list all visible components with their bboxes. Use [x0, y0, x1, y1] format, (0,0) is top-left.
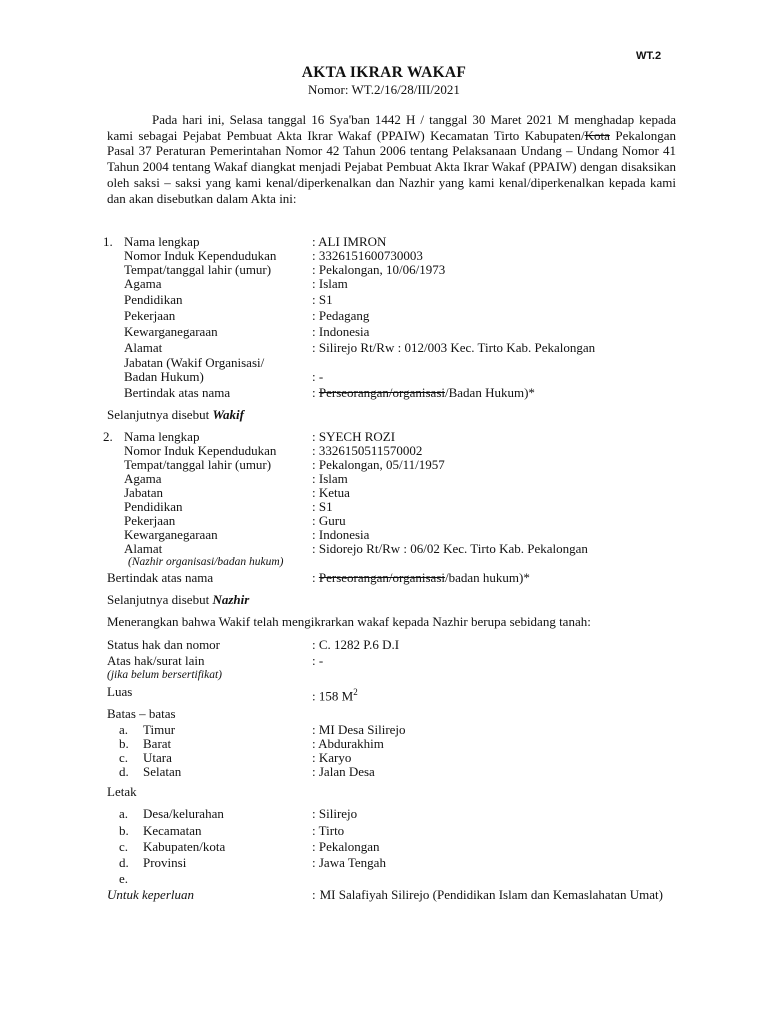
letak-letter-2: c. — [119, 839, 129, 854]
nazhir-row-7-label: Kewarganegaraan — [124, 527, 218, 542]
batas-item-1-value: : Abdurakhim — [312, 736, 384, 751]
letak-letter-1: b. — [119, 823, 129, 838]
letak-item-0-value: : Silirejo — [312, 806, 358, 821]
batas-item-2-value: : Karyo — [312, 750, 352, 765]
wakif-jabatan-value: : - — [312, 369, 324, 384]
nazhir-row-5-label: Pendidikan — [124, 499, 183, 514]
wakif-row-1-value: : 3326151600730003 — [312, 248, 423, 263]
letak-item-3-label: Provinsi — [143, 855, 187, 870]
nazhir-row-8-label: Alamat — [124, 541, 163, 556]
batas-item-0-label: Timur — [143, 722, 176, 737]
wakif-row-3-value: : Islam — [312, 276, 348, 291]
letak-item-2-value: : Pekalongan — [312, 839, 380, 854]
struck-kota: Kota — [584, 127, 610, 143]
nazhir-row-8-value: : Sidorejo Rt/Rw : 06/02 Kec. Tirto Kab. Pekalongan — [312, 541, 588, 556]
batas-item-1-label: Barat — [143, 736, 172, 751]
wakif-row-3-label: Agama — [124, 276, 162, 291]
wakif-bertindak-label: Bertindak atas nama — [124, 385, 231, 400]
nazhir-row-1-value: : 3326150511570002 — [312, 443, 423, 458]
keperluan-value: : MI Salafiyah Silirejo (Pendidikan Islam dan Kemaslahatan Umat) — [312, 887, 663, 902]
nazhir-row-2-value: : Pekalongan, 05/11/1957 — [312, 457, 445, 472]
nazhir-row-0-value: : SYECH ROZI — [312, 429, 396, 444]
nazhir-note: (Nazhir organisasi/badan hukum) — [128, 556, 284, 568]
atas-hak-note: (jika belum bersertifikat) — [107, 669, 222, 681]
batas-letter-2: c. — [119, 750, 129, 765]
nazhir-row-5-value: : S1 — [312, 499, 333, 514]
batas-item-2-label: Utara — [143, 750, 172, 765]
status-value: : C. 1282 P.6 D.I — [312, 637, 400, 652]
wakif-role: Wakif — [212, 407, 244, 422]
letak-item-2-label: Kabupaten/kota — [143, 839, 226, 854]
wakif-row-7-value: : Silirejo Rt/Rw : 012/003 Kec. Tirto Kab. Pekalongan — [312, 340, 596, 355]
nazhir-number: 2. — [103, 429, 113, 444]
wakif-row-4-value: : S1 — [312, 292, 333, 307]
wakif-selanjutnya: Selanjutnya disebut Wakif — [107, 407, 244, 422]
document-title: AKTA IKRAR WAKAF — [301, 64, 467, 81]
wakif-row-0-value: : ALI IMRON — [312, 234, 387, 249]
nazhir-row-4-label: Jabatan — [124, 485, 163, 500]
letak-letter-0: a. — [119, 806, 129, 821]
letak-letter-3: d. — [119, 855, 129, 870]
atas-hak-label: Atas hak/surat lain — [107, 653, 205, 668]
document-number: Nomor: WT.2/16/28/III/2021 — [308, 82, 460, 97]
nazhir-row-1-label: Nomor Induk Kependudukan — [124, 443, 277, 458]
menerangkan-text: Menerangkan bahwa Wakif telah mengikrarkan wakaf kepada Nazhir berupa sebidang tanah: — [107, 614, 591, 629]
nazhir-row-7-value: : Indonesia — [312, 527, 370, 542]
intro-paragraph: Pada hari ini, Selasa tanggal 16 Sya'ban 1442 H / tanggal 30 Maret 2021 M menghadap kepada kami sebagai Pejabat Pembuat Akta Ikrar Wakaf (PPAIW) Kecamatan Tirto Kabupaten/Kota Pekalongan Pasal 37 Peraturan Pemerintahan Nomor 42 Tahun 2006 tentang Pelaksanaan Undang – Undang Nomor 41 Tahun 2004 tentang Wakaf diangkat menjadi Pejabat Pembuat Akta Ikrar Wakaf (PPAIW) dengan disaksikan oleh saksi – saksi yang kami kenal/diperkenalkan dan Nazhir yang kami kenal/diperkenalkan kepada kami dan akan disebutkan dalam Akta ini: — [107, 112, 676, 206]
nazhir-row-0-label: Nama lengkap — [124, 429, 200, 444]
letak-item-3-value: : Jawa Tengah — [312, 855, 386, 870]
nazhir-selanjutnya: Selanjutnya disebut Nazhir — [107, 592, 250, 607]
atas-hak-value: : - — [312, 653, 324, 668]
letak-item-1-value: : Tirto — [312, 823, 345, 838]
wakif-row-1-label: Nomor Induk Kependudukan — [124, 248, 277, 263]
batas-letter-3: d. — [119, 764, 129, 779]
keperluan-label: Untuk keperluan — [107, 887, 195, 902]
batas-item-3-label: Selatan — [143, 764, 182, 779]
wakif-row-2-label: Tempat/tanggal lahir (umur) — [124, 262, 272, 277]
wakif-row-5-value: : Pedagang — [312, 308, 370, 323]
batas-letter-1: b. — [119, 736, 129, 751]
nazhir-row-3-value: : Islam — [312, 471, 348, 486]
letak-heading: Letak — [107, 784, 137, 799]
batas-item-3-value: : Jalan Desa — [312, 764, 375, 779]
wakif-row-6-value: : Indonesia — [312, 324, 370, 339]
nazhir-row-6-label: Pekerjaan — [124, 513, 176, 528]
nazhir-role: Nazhir — [212, 592, 250, 607]
batas-item-0-value: : MI Desa Silirejo — [312, 722, 406, 737]
batas-letter-0: a. — [119, 722, 129, 737]
wakif-jabatan-label: Jabatan (Wakif Organisasi/ Badan Hukum) — [124, 355, 265, 384]
nazhir-row-2-label: Tempat/tanggal lahir (umur) — [124, 457, 272, 472]
document-code: WT.2 — [636, 50, 662, 62]
wakif-row-0-label: Nama lengkap — [124, 234, 200, 249]
nazhir-bertindak-value: : Perseorangan/organisasi/badan hukum)* — [312, 570, 530, 585]
letak-item-0-label: Desa/kelurahan — [143, 806, 224, 821]
nazhir-row-4-value: : Ketua — [312, 485, 350, 500]
wakif-row-2-value: : Pekalongan, 10/06/1973 — [312, 262, 446, 277]
wakif-row-4-label: Pendidikan — [124, 292, 183, 307]
status-label: Status hak dan nomor — [107, 637, 221, 652]
wakif-number: 1. — [103, 234, 113, 249]
nazhir-row-3-label: Agama — [124, 471, 162, 486]
wakif-bertindak-value: : Perseorangan/organisasi/Badan Hukum)* — [312, 385, 535, 400]
batas-heading: Batas – batas — [107, 706, 176, 721]
luas-label: Luas — [107, 684, 133, 699]
luas-value: : 158 $M^2$ — [312, 687, 358, 704]
wakif-row-6-label: Kewarganegaraan — [124, 324, 218, 339]
nazhir-bertindak-label: Bertindak atas nama — [107, 570, 214, 585]
wakif-row-7-label: Alamat — [124, 340, 163, 355]
nazhir-row-6-value: : Guru — [312, 513, 346, 528]
wakif-row-5-label: Pekerjaan — [124, 308, 176, 323]
letak-letter-4: e. — [119, 871, 129, 886]
letak-item-1-label: Kecamatan — [143, 823, 202, 838]
